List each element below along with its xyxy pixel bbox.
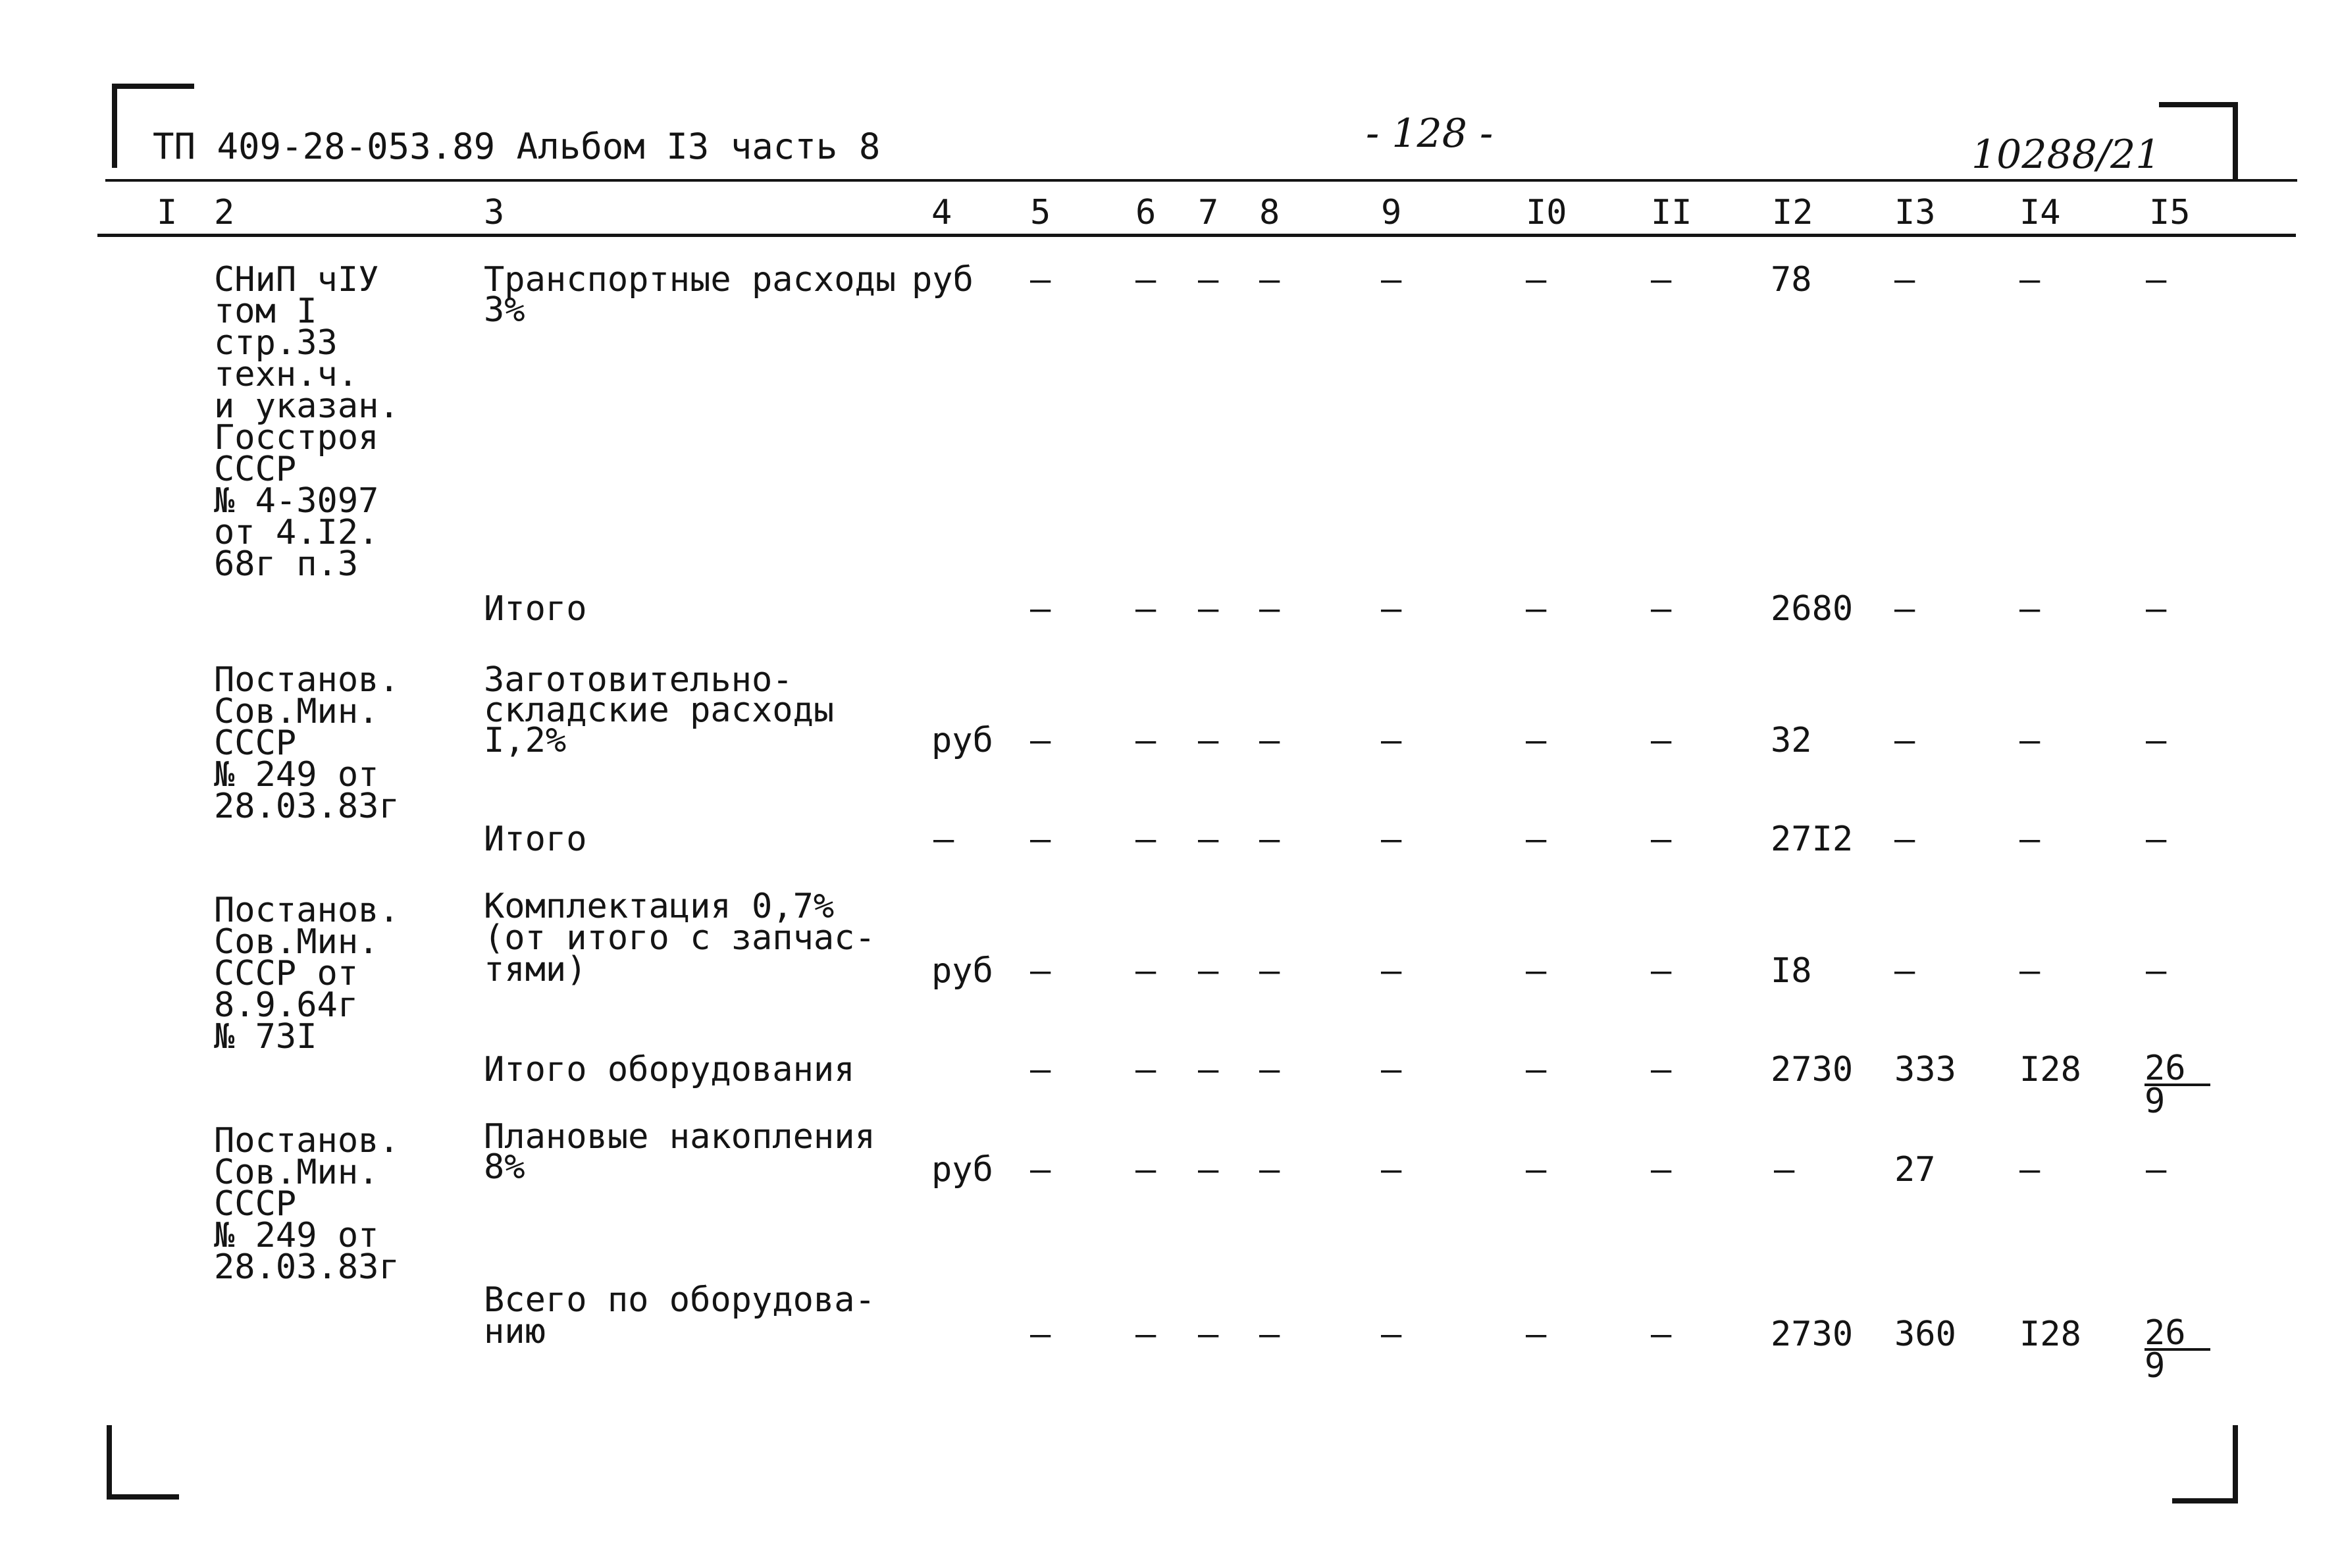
unit-cell: – [933, 820, 954, 859]
basis-line: стр.33 [214, 323, 338, 363]
item-name-line: (от итого с запчас- [484, 918, 875, 958]
cell-c10: – [1526, 1050, 1547, 1089]
column-header: 4 [931, 193, 952, 232]
basis-line: 68г п.3 [214, 544, 359, 584]
cell-c5: – [1030, 589, 1051, 629]
cell-c7: – [1198, 260, 1219, 300]
cell-c13: – [1894, 589, 1915, 629]
column-header: I3 [1894, 193, 1936, 232]
cell-c9: – [1381, 820, 1402, 859]
page-number: - 128 - [1366, 111, 1494, 157]
item-name-line: тями) [484, 950, 587, 989]
cell-c15: – [2146, 721, 2167, 760]
item-name-line: Транспортные расходы [484, 260, 897, 300]
cell-c14: – [2019, 260, 2041, 300]
cell-c12: I8 [1771, 951, 1812, 991]
cell-c7: – [1198, 820, 1219, 859]
cell-c6: – [1135, 260, 1157, 300]
cell-c7: – [1198, 951, 1219, 991]
sheet-code: 10288/21 [1971, 132, 2161, 178]
cell-c15: – [2146, 951, 2167, 991]
basis-line: Сов.Мин. [214, 692, 379, 731]
cell-c5: – [1030, 260, 1051, 300]
cell-c10: – [1526, 1315, 1547, 1354]
cell-c13: – [1894, 951, 1915, 991]
basis-line: 28.03.83г [214, 1247, 400, 1287]
cell-c12: 27I2 [1771, 820, 1854, 859]
cell-c11: – [1651, 589, 1672, 629]
cell-c5: – [1030, 951, 1051, 991]
cell-c15: – [2146, 589, 2167, 629]
cell-c5: – [1030, 1150, 1051, 1189]
column-header-rule [97, 234, 2296, 237]
basis-line: № 249 от [214, 1216, 379, 1255]
fraction-numerator: 26 [2145, 1053, 2210, 1086]
column-header: 5 [1030, 193, 1051, 232]
basis-line: СНиП чIУ [214, 260, 379, 300]
cell-c8: – [1259, 721, 1280, 760]
item-name-line: 3% [484, 290, 525, 330]
cell-c7: – [1198, 1050, 1219, 1089]
basis-line: № 249 от [214, 755, 379, 795]
cell-c8: – [1259, 260, 1280, 300]
cell-c13: – [1894, 820, 1915, 859]
cell-c12: 78 [1771, 260, 1812, 300]
basis-line: 28.03.83г [214, 787, 400, 826]
frame-corner-top-right-h [2159, 102, 2238, 107]
basis-line: Постанов. [214, 1121, 400, 1161]
cell-c11: – [1651, 1150, 1672, 1189]
cell-c10: – [1526, 1150, 1547, 1189]
item-name-line: Комплектация 0,7% [484, 887, 835, 926]
cell-c6: – [1135, 589, 1157, 629]
frame-corner-top-left-h [112, 84, 194, 89]
item-name-line: I,2% [484, 721, 567, 760]
frame-corner-bottom-right-v [2233, 1425, 2238, 1503]
item-name-line: 8% [484, 1147, 525, 1187]
item-name-line: нию [484, 1312, 546, 1351]
item-name-line: Всего по оборудова- [484, 1280, 875, 1320]
cell-c10: – [1526, 260, 1547, 300]
cell-c9: – [1381, 260, 1402, 300]
cell-c13: – [1894, 721, 1915, 760]
cell-c11: – [1651, 1315, 1672, 1354]
cell-c5: – [1030, 1050, 1051, 1089]
cell-c6: – [1135, 721, 1157, 760]
basis-line: СССР [214, 450, 297, 489]
cell-c6: – [1135, 951, 1157, 991]
item-name-line: Итого [484, 820, 587, 859]
column-header: 8 [1259, 193, 1280, 232]
column-header: 2 [214, 193, 235, 232]
cell-c8: – [1259, 951, 1280, 991]
column-header: 3 [484, 193, 505, 232]
cell-c14: – [2019, 951, 2041, 991]
basis-line: Сов.Мин. [214, 922, 379, 962]
cell-c13: 27 [1894, 1150, 1936, 1189]
unit-cell: руб [912, 260, 974, 300]
frame-corner-top-right-v [2233, 102, 2238, 180]
cell-c7: – [1198, 721, 1219, 760]
cell-c8: – [1259, 1150, 1280, 1189]
cell-c7: – [1198, 1150, 1219, 1189]
cell-c9: – [1381, 1315, 1402, 1354]
cell-c15: – [2146, 260, 2167, 300]
header-rule [105, 179, 2297, 182]
item-name-line: Итого [484, 589, 587, 629]
cell-c10: – [1526, 589, 1547, 629]
basis-line: Постанов. [214, 891, 400, 930]
cell-c6: – [1135, 1050, 1157, 1089]
item-name-line: Итого оборудования [484, 1050, 855, 1089]
cell-c8: – [1259, 1315, 1280, 1354]
cell-c9: – [1381, 589, 1402, 629]
item-name-line: Плановые накопления [484, 1117, 875, 1157]
column-header: I0 [1526, 193, 1567, 232]
cell-c9: – [1381, 1150, 1402, 1189]
cell-c9: – [1381, 721, 1402, 760]
cell-c6: – [1135, 820, 1157, 859]
cell-c12: 32 [1771, 721, 1812, 760]
cell-c15-fraction [2145, 1313, 2217, 1386]
cell-c14: – [2019, 721, 2041, 760]
item-name-line: Заготовительно- [484, 660, 793, 700]
document-code: ТП 409-28-053.89 Альбом I3 часть 8 [153, 126, 881, 167]
cell-c14: – [2019, 1150, 2041, 1189]
basis-line: СССР [214, 723, 297, 763]
cell-c7: – [1198, 1315, 1219, 1354]
cell-c11: – [1651, 721, 1672, 760]
cell-c15: – [2146, 1150, 2167, 1189]
cell-c14: I28 [2019, 1050, 2081, 1089]
basis-line: Госстроя [214, 418, 379, 457]
cell-c10: – [1526, 951, 1547, 991]
unit-cell: руб [931, 951, 993, 991]
basis-line: № 73I [214, 1017, 317, 1057]
cell-c9: – [1381, 951, 1402, 991]
cell-c13: 360 [1894, 1315, 1956, 1354]
cell-c6: – [1135, 1150, 1157, 1189]
cell-c13: – [1894, 260, 1915, 300]
frame-corner-bottom-right-h [2172, 1498, 2238, 1503]
column-header: I4 [2019, 193, 2061, 232]
cell-c6: – [1135, 1315, 1157, 1354]
cell-c12: 2680 [1771, 589, 1854, 629]
cell-c11: – [1651, 951, 1672, 991]
basis-line: 8.9.64г [214, 985, 359, 1025]
basis-line: и указан. [214, 386, 400, 426]
column-header: 7 [1198, 193, 1219, 232]
fraction-denominator: 9 [2145, 1082, 2166, 1121]
column-header: I2 [1772, 193, 1813, 232]
cell-c12: – [1774, 1150, 1795, 1189]
fraction-denominator: 9 [2145, 1346, 2166, 1386]
basis-line: том I [214, 292, 317, 331]
column-header: 9 [1381, 193, 1402, 232]
cell-c5: – [1030, 820, 1051, 859]
cell-c10: – [1526, 820, 1547, 859]
basis-line: техн.ч. [214, 355, 359, 394]
unit-cell: руб [931, 1150, 993, 1189]
unit-cell: руб [931, 721, 993, 760]
cell-c5: – [1030, 1315, 1051, 1354]
cell-c5: – [1030, 721, 1051, 760]
basis-line: № 4-3097 [214, 481, 379, 521]
cell-c12: 2730 [1771, 1050, 1854, 1089]
basis-line: СССР от [214, 954, 359, 993]
frame-corner-bottom-left-v [107, 1425, 112, 1499]
column-header: II [1651, 193, 1692, 232]
column-header: 6 [1135, 193, 1157, 232]
cell-c11: – [1651, 820, 1672, 859]
cell-c8: – [1259, 1050, 1280, 1089]
cell-c10: – [1526, 721, 1547, 760]
item-name-line: складские расходы [484, 691, 835, 730]
cell-c8: – [1259, 820, 1280, 859]
cell-c11: – [1651, 260, 1672, 300]
basis-line: СССР [214, 1184, 297, 1224]
cell-c14: – [2019, 820, 2041, 859]
column-header: I5 [2149, 193, 2191, 232]
basis-line: от 4.I2. [214, 513, 379, 552]
column-header: I [157, 193, 178, 232]
cell-c11: – [1651, 1050, 1672, 1089]
cell-c14: – [2019, 589, 2041, 629]
cell-c7: – [1198, 589, 1219, 629]
basis-line: Постанов. [214, 660, 400, 700]
basis-line: Сов.Мин. [214, 1153, 379, 1192]
frame-corner-bottom-left-h [107, 1494, 179, 1500]
cell-c13: 333 [1894, 1050, 1956, 1089]
cell-c15: – [2146, 820, 2167, 859]
cell-c8: – [1259, 589, 1280, 629]
cell-c12: 2730 [1771, 1315, 1854, 1354]
cell-c14: I28 [2019, 1315, 2081, 1354]
frame-corner-top-left-v [112, 86, 117, 168]
cell-c15-fraction [2145, 1049, 2217, 1121]
fraction-numerator: 26 [2145, 1318, 2210, 1351]
cell-c9: – [1381, 1050, 1402, 1089]
